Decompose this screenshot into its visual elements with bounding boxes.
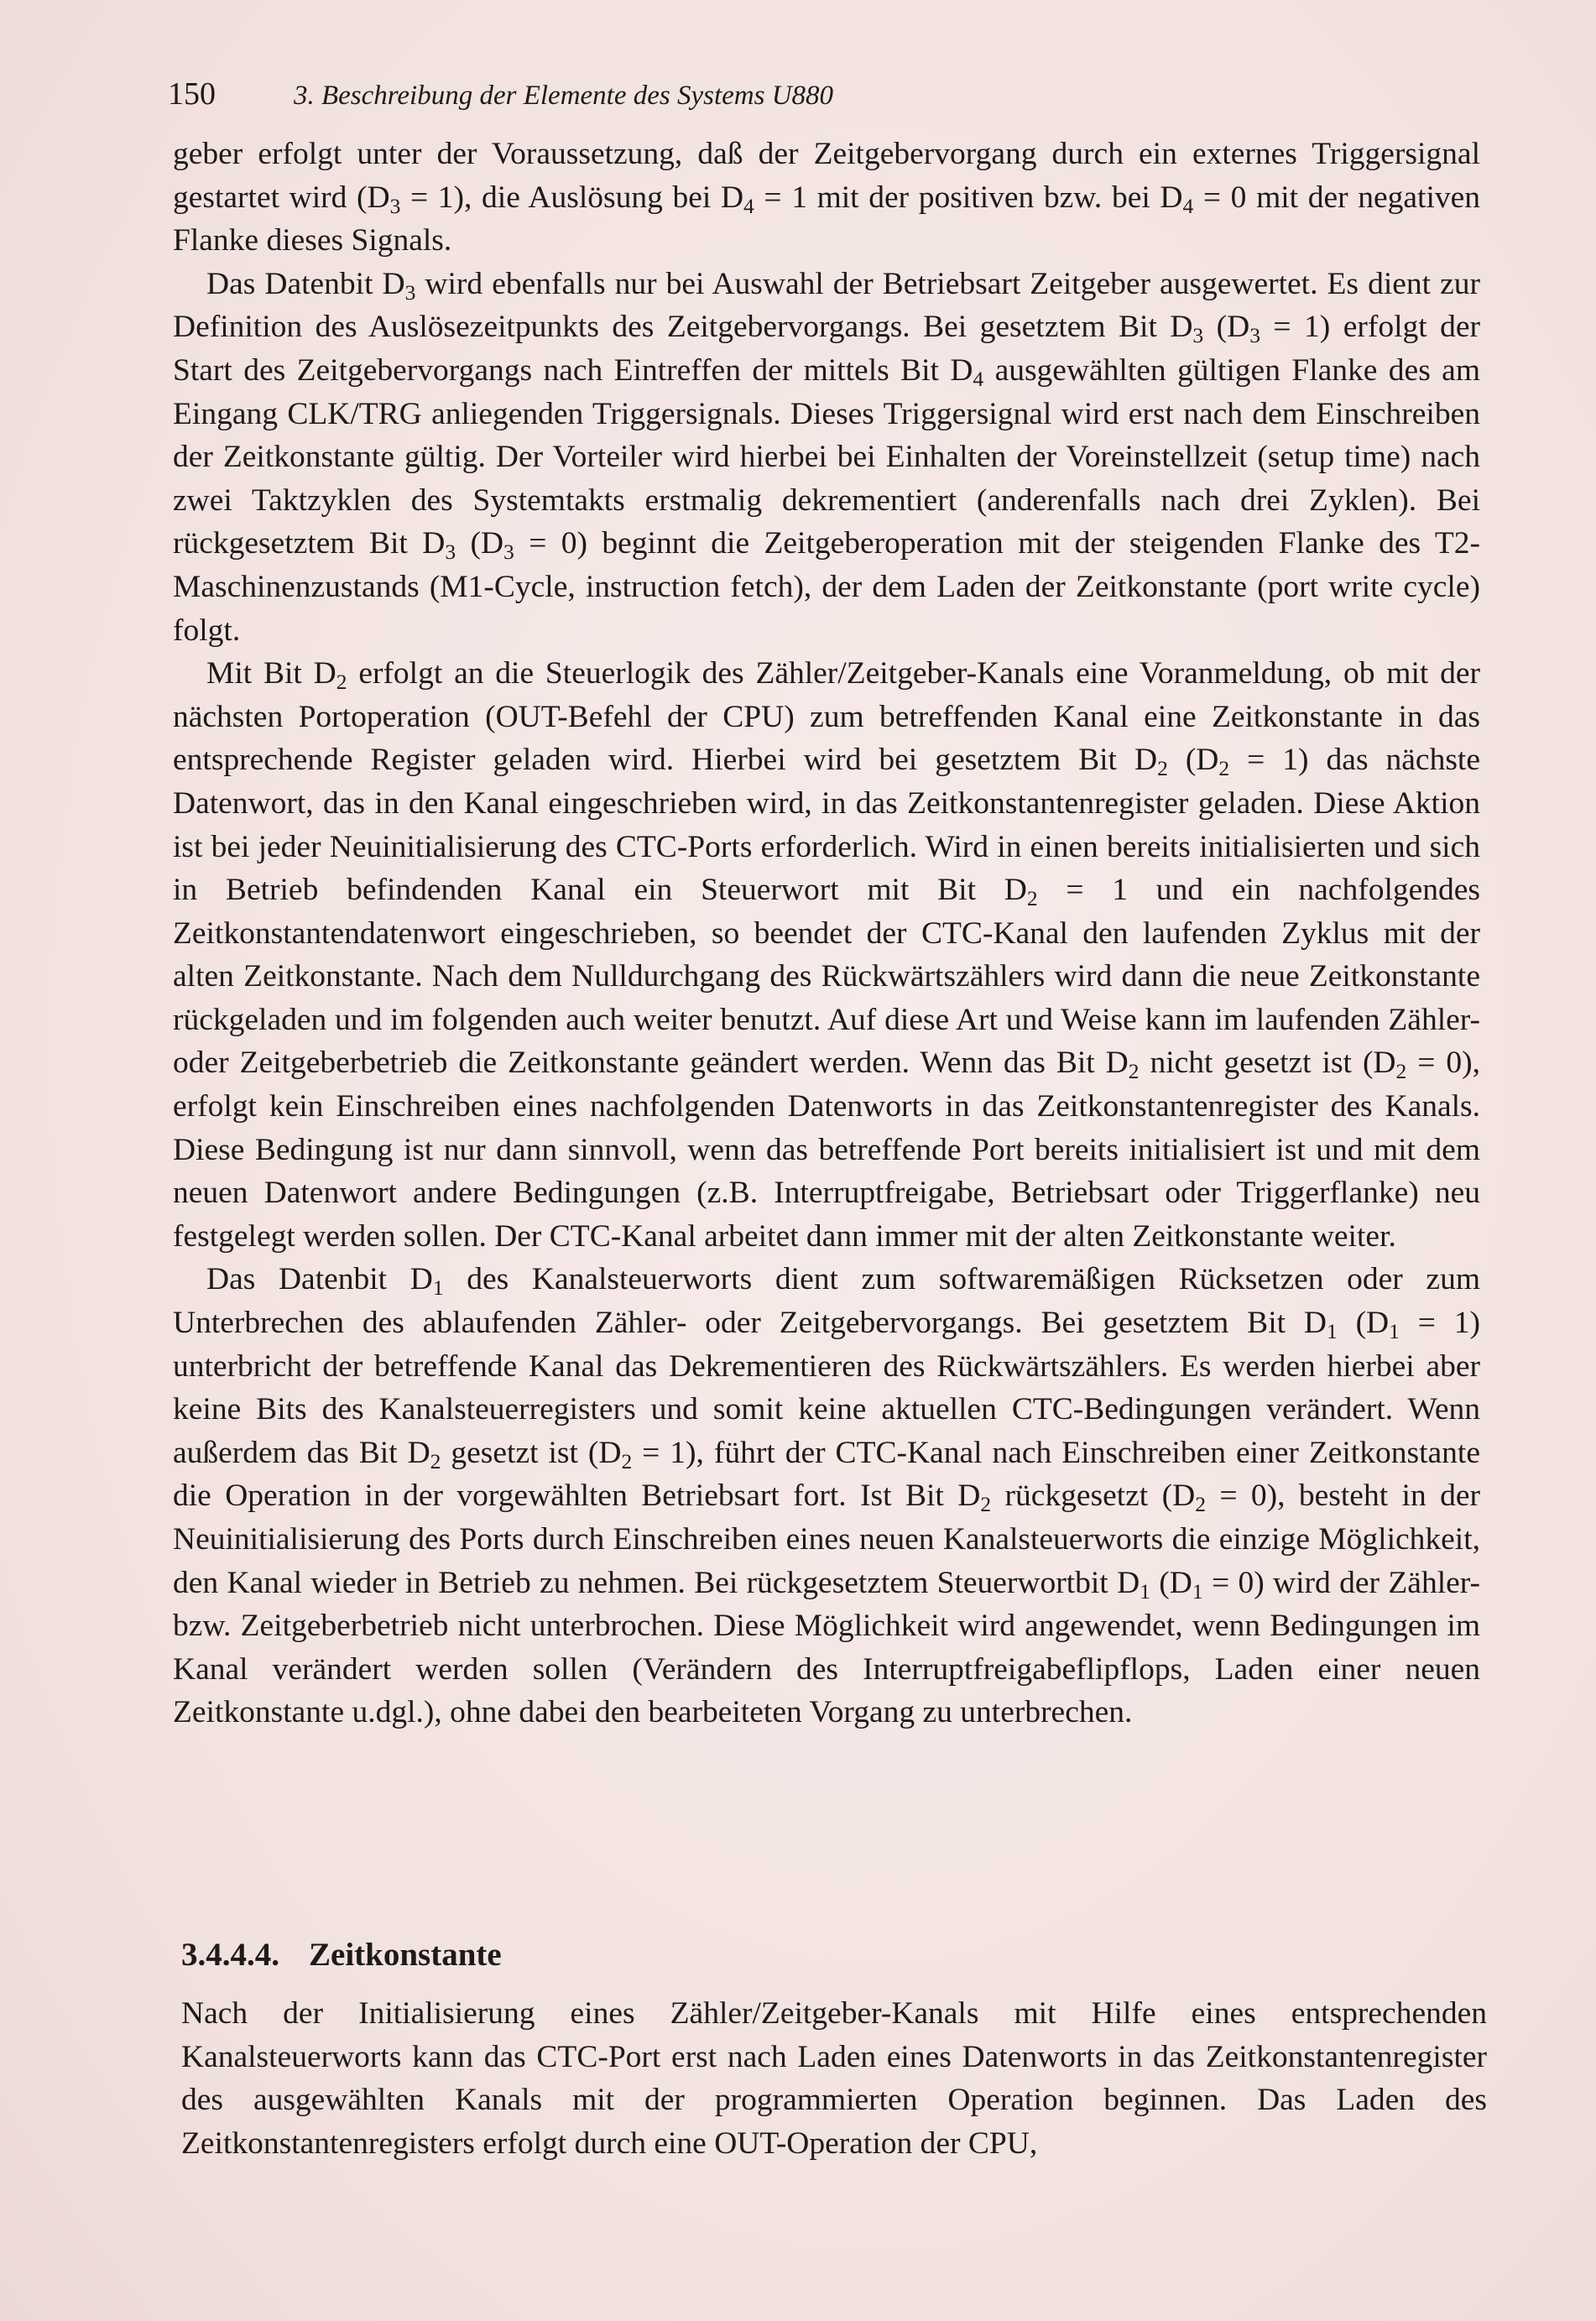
paragraph: Das Datenbit $D_3$ wird ebenfalls nur bei Auswahl der Betriebsart Zeitgeber ausgewertet. Es dient zur Definition des Auslösezeitpunkts des Zeitgebervorgangs. Bei gesetztem Bit $D_3$ $(D_3 = 1)$ erfolgt der Start des Zeitgebervorgangs nach Eintreffen der mittels Bit $D_4$ ausgewählten gültigen Flanke des am Eingang CLK/TRG anliegenden Triggersignals. Dieses Triggersignal wird erst nach dem Einschreiben der Zeitkonstante gültig. Der Vorteiler wird hierbei bei Einhalten der Voreinstellzeit (setup time) nach zwei Taktzyklen des Systemtakts erstmalig dekrementiert (anderenfalls nach drei Zyklen). Bei rückgesetztem Bit $D_3$ $(D_3 = 0)$ beginnt die Zeitgeberoperation mit der steigenden Flanke des T2-Maschinenzustands (M1-Cycle, instruction fetch), der dem Laden der Zeitkonstante (port write cycle) folgt. bbox=[173, 266, 1480, 648]
body-text bbox=[173, 133, 1480, 1734]
paragraph: Mit Bit $D_2$ erfolgt an die Steuerlogik des Zähler/Zeitgeber-Kanals eine Voranmeldung, ob mit der nächsten Portoperation (OUT-Befehl der CPU) zum betreffenden Kanal eine Zeitkonstante in das entsprechende Register geladen wird. Hierbei wird bei gesetztem Bit $D_2$ $(D_2 = 1)$ das nächste Datenwort, das in den Kanal eingeschrieben wird, in das Zeitkonstantenregister geladen. Diese Aktion ist bei jeder Neuinitialisierung des CTC-Ports erforderlich. Wird in einen bereits initialisierten und sich in Betrieb befindenden Kanal ein Steuerwort mit Bit $D_2 = 1$ und ein nachfolgendes Zeitkonstantendatenwort eingeschrieben, so beendet der CTC-Kanal den laufenden Zyklus mit der alten Zeitkonstante. Nach dem Nulldurchgang des Rückwärtszählers wird dann die neue Zeitkonstante rückgeladen und im folgenden auch weiter benutzt. Auf diese Art und Weise kann im laufenden Zähler- oder Zeitgeberbetrieb die Zeitkonstante geändert werden. Wenn das Bit $D_2$ nicht gesetzt ist $(D_2 = 0)$, erfolgt kein Einschreiben eines nachfolgenden Datenworts in das Zeitkonstantenregister des Kanals. Diese Bedingung ist nur dann sinnvoll, wenn das betreffende Port bereits initialisiert ist und mit dem neuen Datenwort andere Bedingungen (z.B. Interruptfreigabe, Betriebsart oder Triggerflanke) neu festgelegt werden sollen. Der CTC-Kanal arbeitet dann immer mit der alten Zeitkonstante weiter. bbox=[173, 656, 1480, 1254]
section-heading bbox=[181, 1932, 1440, 1979]
page-number: 150 bbox=[168, 76, 216, 112]
section-body bbox=[181, 1992, 1487, 2165]
running-header bbox=[168, 72, 1477, 116]
paragraph: Das Datenbit $D_1$ des Kanalsteuerworts dient zum softwaremäßigen Rücksetzen oder zum Unterbrechen des ablaufenden Zähler- oder Zeitgebervorgangs. Bei gesetztem Bit $D_1$ $(D_1 = 1)$ unterbricht der betreffende Kanal das Dekrementieren des Rückwärtszählers. Es werden hierbei aber keine Bits des Kanalsteuerregisters und somit keine aktuellen CTC-Bedingungen verändert. Wenn außerdem das Bit $D_2$ gesetzt ist $(D_2 = 1)$, führt der CTC-Kanal nach Einschreiben einer Zeitkonstante die Operation in der vorgewählten Betriebsart fort. Ist Bit $D_2$ rückgesetzt $(D_2 = 0)$, besteht in der Neuinitialisierung des Ports durch Einschreiben eines neuen Kanalsteuerworts die einzige Möglichkeit, den Kanal wieder in Betrieb zu nehmen. Bei rückgesetztem Steuerwortbit $D_1$ $(D_1 = 0)$ wird der Zähler- bzw. Zeitgeberbetrieb nicht unterbrochen. Diese Möglichkeit wird angewendet, wenn Bedingungen im Kanal verändert werden sollen (Verändern des Interruptfreigabeflipflops, Laden einer neuen Zeitkonstante u.dgl.), ohne dabei den bearbeiteten Vorgang zu unterbrechen. bbox=[173, 1262, 1481, 1730]
section-title: Zeitkonstante bbox=[309, 1937, 502, 1973]
running-title: 3. Beschreibung der Elemente des Systems U880 bbox=[294, 81, 834, 111]
paragraph: geber erfolgt unter der Voraussetzung, daß der Zeitgebervorgang durch ein externes Triggersignal gestartet wird $(D_3 = 1)$, die Auslösung bei $D_4 = 1$ mit der positiven bzw. bei $D_4 = 0$ mit der negativen Flanke dieses Signals. bbox=[173, 137, 1481, 258]
section-number: 3.4.4.4. bbox=[181, 1937, 279, 1973]
paragraph: Nach der Initialisierung eines Zähler/Zeitgeber-Kanals mit Hilfe eines entsprechenden Kanalsteuerworts kann das CTC-Port erst nach Laden eines Datenworts in das Zeitkonstantenregister des ausgewählten Kanals mit der programmierten Operation beginnen. Das Laden des Zeitkonstantenregisters erfolgt durch eine OUT-Operation der CPU, bbox=[181, 1996, 1487, 2161]
